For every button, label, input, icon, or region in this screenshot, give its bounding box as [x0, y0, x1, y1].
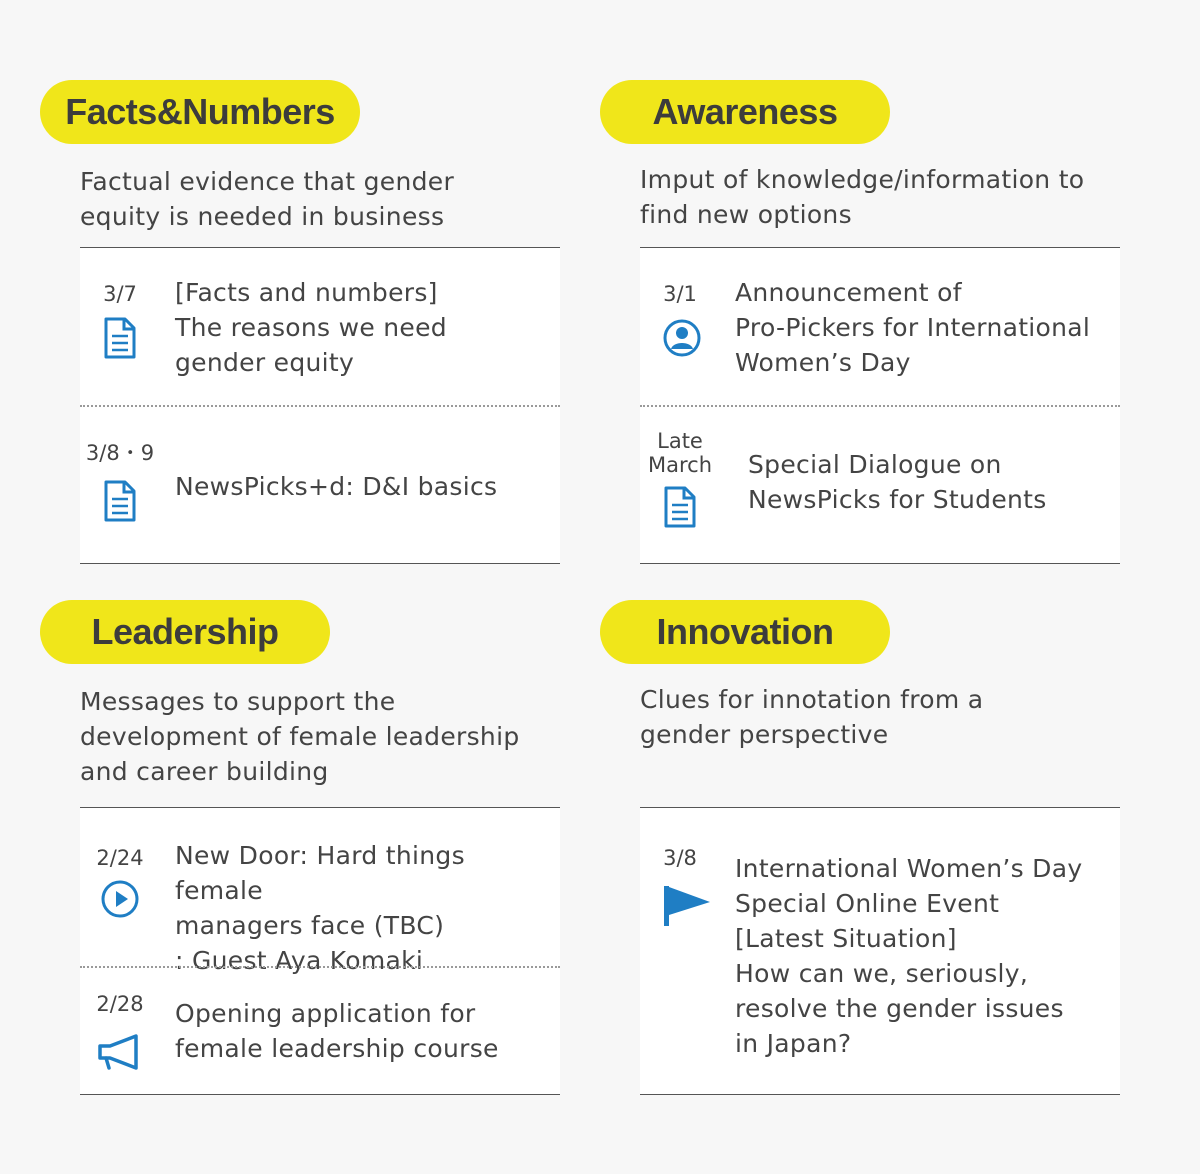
item-text: New Door: Hard things female managers face (TBC) : Guest Aya Komaki [175, 841, 465, 975]
item-text: International Women’s Day Special Online Event [Latest Situation] How can we, seriously, resolve the gender issues in Japan? [735, 854, 1083, 1058]
item-text: Opening application for female leadership course [175, 999, 499, 1063]
awareness-card [640, 247, 1120, 564]
item-date: 3/8 [663, 846, 697, 870]
user-icon [662, 316, 702, 360]
section-title-awareness: Awareness [600, 80, 890, 144]
facts-section [40, 80, 560, 565]
list-item[interactable] [80, 407, 560, 563]
list-item[interactable] [640, 407, 1120, 563]
section-description-facts: Factual evidence that gender equity is needed in business [80, 167, 455, 231]
leadership-section [40, 600, 560, 1096]
item-date: 3/7 [103, 282, 137, 306]
flag-icon [662, 884, 714, 928]
item-date: 3/8・9 [85, 441, 155, 465]
document-icon [100, 316, 140, 360]
facts-card [80, 247, 560, 564]
section-title-facts: Facts&Numbers [40, 80, 360, 144]
item-text: NewsPicks+d: D&I basics [175, 472, 498, 501]
section-description-awareness: Imput of knowledge/information to find new options [640, 165, 1085, 229]
list-item[interactable] [80, 808, 560, 975]
item-date: 2/28 [96, 992, 144, 1016]
list-item[interactable] [640, 248, 1120, 405]
play-icon [100, 877, 140, 921]
awareness-section [600, 80, 1120, 565]
item-text: Announcement of Pro-Pickers for International Women’s Day [735, 278, 1091, 377]
section-description-leadership: Messages to support the development of female leadership and career building [80, 687, 520, 786]
item-text: Special Dialogue on NewsPicks for Students [748, 450, 1047, 514]
list-item[interactable] [80, 968, 560, 1094]
innovation-card [640, 807, 1120, 1095]
section-description-innovation: Clues for innotation from a gender perspective [640, 685, 984, 749]
document-icon [100, 479, 140, 523]
list-item[interactable] [80, 248, 560, 405]
document-icon [660, 485, 700, 529]
list-item[interactable] [640, 808, 1120, 1094]
innovation-section [600, 600, 1120, 1096]
item-date: 2/24 [96, 846, 144, 870]
section-title-innovation: Innovation [600, 600, 890, 664]
item-date: Late March [647, 429, 712, 477]
section-title-leadership: Leadership [40, 600, 330, 664]
item-date: 3/1 [663, 282, 697, 306]
megaphone-icon [96, 1032, 144, 1072]
item-text: [Facts and numbers] The reasons we need gender equity [175, 278, 447, 377]
leadership-card [80, 807, 560, 1095]
